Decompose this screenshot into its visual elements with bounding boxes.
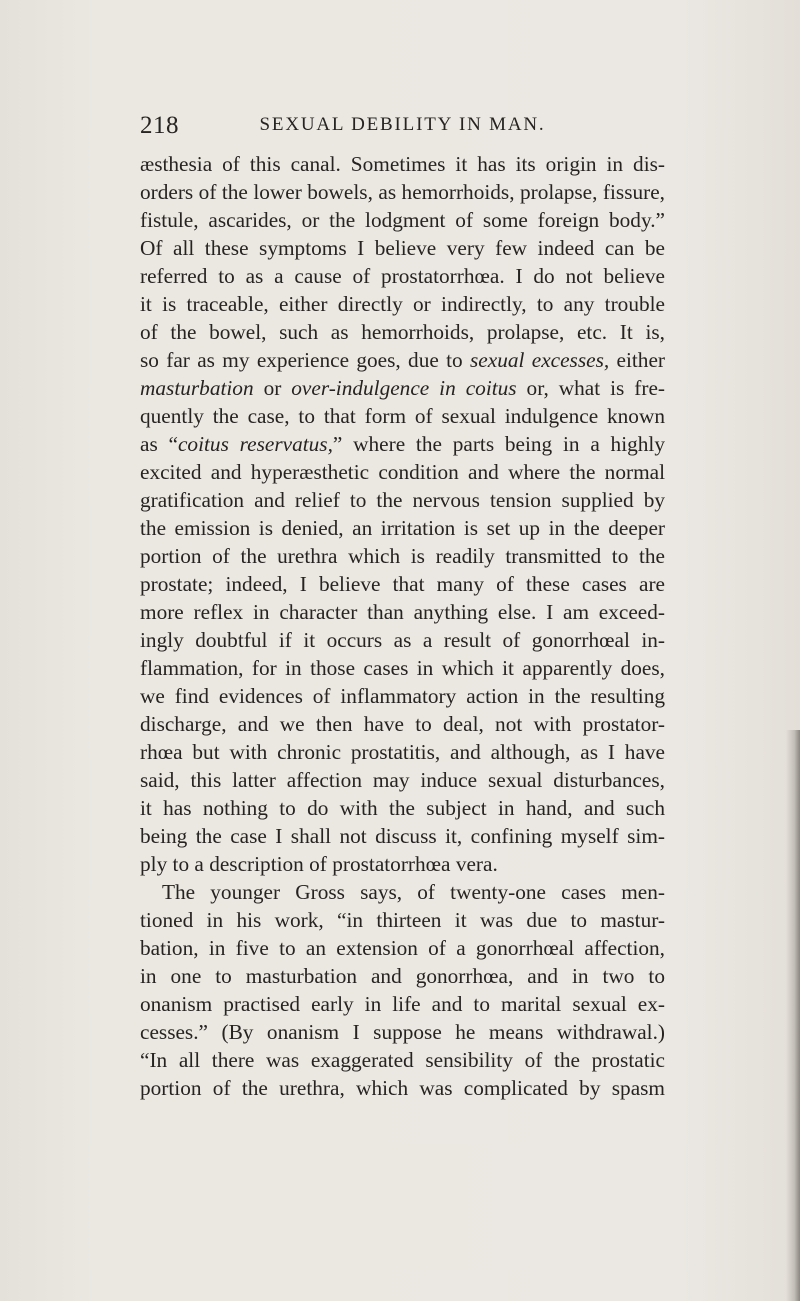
text-line-paragraph-end: ply to a description of prostatorrhœa vera. [140,852,498,876]
text-line: we find evidences of inflammatory action in the resulting [140,684,665,708]
page-header [140,112,665,146]
text-line: tioned in his work, “in thirteen it was due to mastur- [140,908,665,932]
text-line: Of all these symptoms I believe very few indeed can be [140,236,665,260]
text-run: so far as my experience goes, due to [140,348,471,372]
page-edge-shadow [786,730,800,1301]
text-line: portion of the urethra which is readily transmitted to the [140,544,665,568]
text-line: rhœa but with chronic prostatitis, and although, as I have [140,740,665,764]
page-number: 218 [140,112,179,139]
text-line: orders of the lower bowels, as hemorrhoids, prolapse, fissure, [140,180,665,204]
emphasis-over-indulgence: over-indulgence in coitus [291,376,517,400]
text-line: quently the case, to that form of sexual indulgence known [140,404,665,428]
text-line: it has nothing to do with the subject in hand, and such [140,796,665,820]
text-line: flammation, for in those cases in which it apparently does, [140,656,665,680]
text-line: in one to masturbation and gonorrhœa, and in two to [140,964,665,988]
text-run: ” where the parts being in a highly [332,432,665,456]
emphasis-sexual-excesses: sexual excesses, [470,348,610,372]
text-line: prostate; indeed, I believe that many of these cases are [140,572,665,596]
text-line: excited and hyperæsthetic condition and where the normal [140,460,665,484]
text-line: discharge, and we then have to deal, not with prostator- [140,712,665,736]
text-line: referred to as a cause of prostatorrhœa. I do not believe [140,264,665,288]
text-run: either [609,348,666,372]
text-line: æsthesia of this canal. Sometimes it has its origin in dis- [140,152,665,176]
text-line: gratification and relief to the nervous tension supplied by [140,488,665,512]
text-line: being the case I shall not discuss it, confining myself sim- [140,824,665,848]
running-head: SEXUAL DEBILITY IN MAN. [259,114,546,135]
body-text [140,150,665,1102]
text-line: fistule, ascarides, or the lodgment of some foreign body.” [140,208,665,232]
text-line: it is traceable, either directly or indirectly, to any trouble [140,292,665,316]
text-line: cesses.” (By onanism I suppose he means withdrawal.) [140,1020,665,1044]
text-line-with-emphasis [140,374,665,402]
text-line: onanism practised early in life and to marital sexual ex- [140,992,665,1016]
text-run: or, what is fre- [516,376,665,400]
text-line-with-emphasis [140,346,665,374]
text-line: the emission is denied, an irritation is set up in the deeper [140,516,665,540]
text-line: said, this latter affection may induce sexual disturbances, [140,768,665,792]
text-line-paragraph-start: The younger Gross says, of twenty-one cases men- [162,880,665,904]
text-line: portion of the urethra, which was complicated by spasm [140,1076,665,1100]
text-line: more reflex in character than anything else. I am exceed- [140,600,665,624]
text-line: of the bowel, such as hemorrhoids, prolapse, etc. It is, [140,320,665,344]
text-run: as “ [140,432,178,456]
text-run: or [253,376,292,400]
emphasis-masturbation: masturbation [140,376,254,400]
text-line: ingly doubtful if it occurs as a result of gonorrhœal in- [140,628,665,652]
text-line: bation, in five to an extension of a gonorrhœal affection, [140,936,665,960]
emphasis-coitus-reservatus: coitus reservatus, [177,432,333,456]
text-line-with-emphasis [140,430,665,458]
text-line: “In all there was exaggerated sensibility of the prostatic [140,1048,665,1072]
